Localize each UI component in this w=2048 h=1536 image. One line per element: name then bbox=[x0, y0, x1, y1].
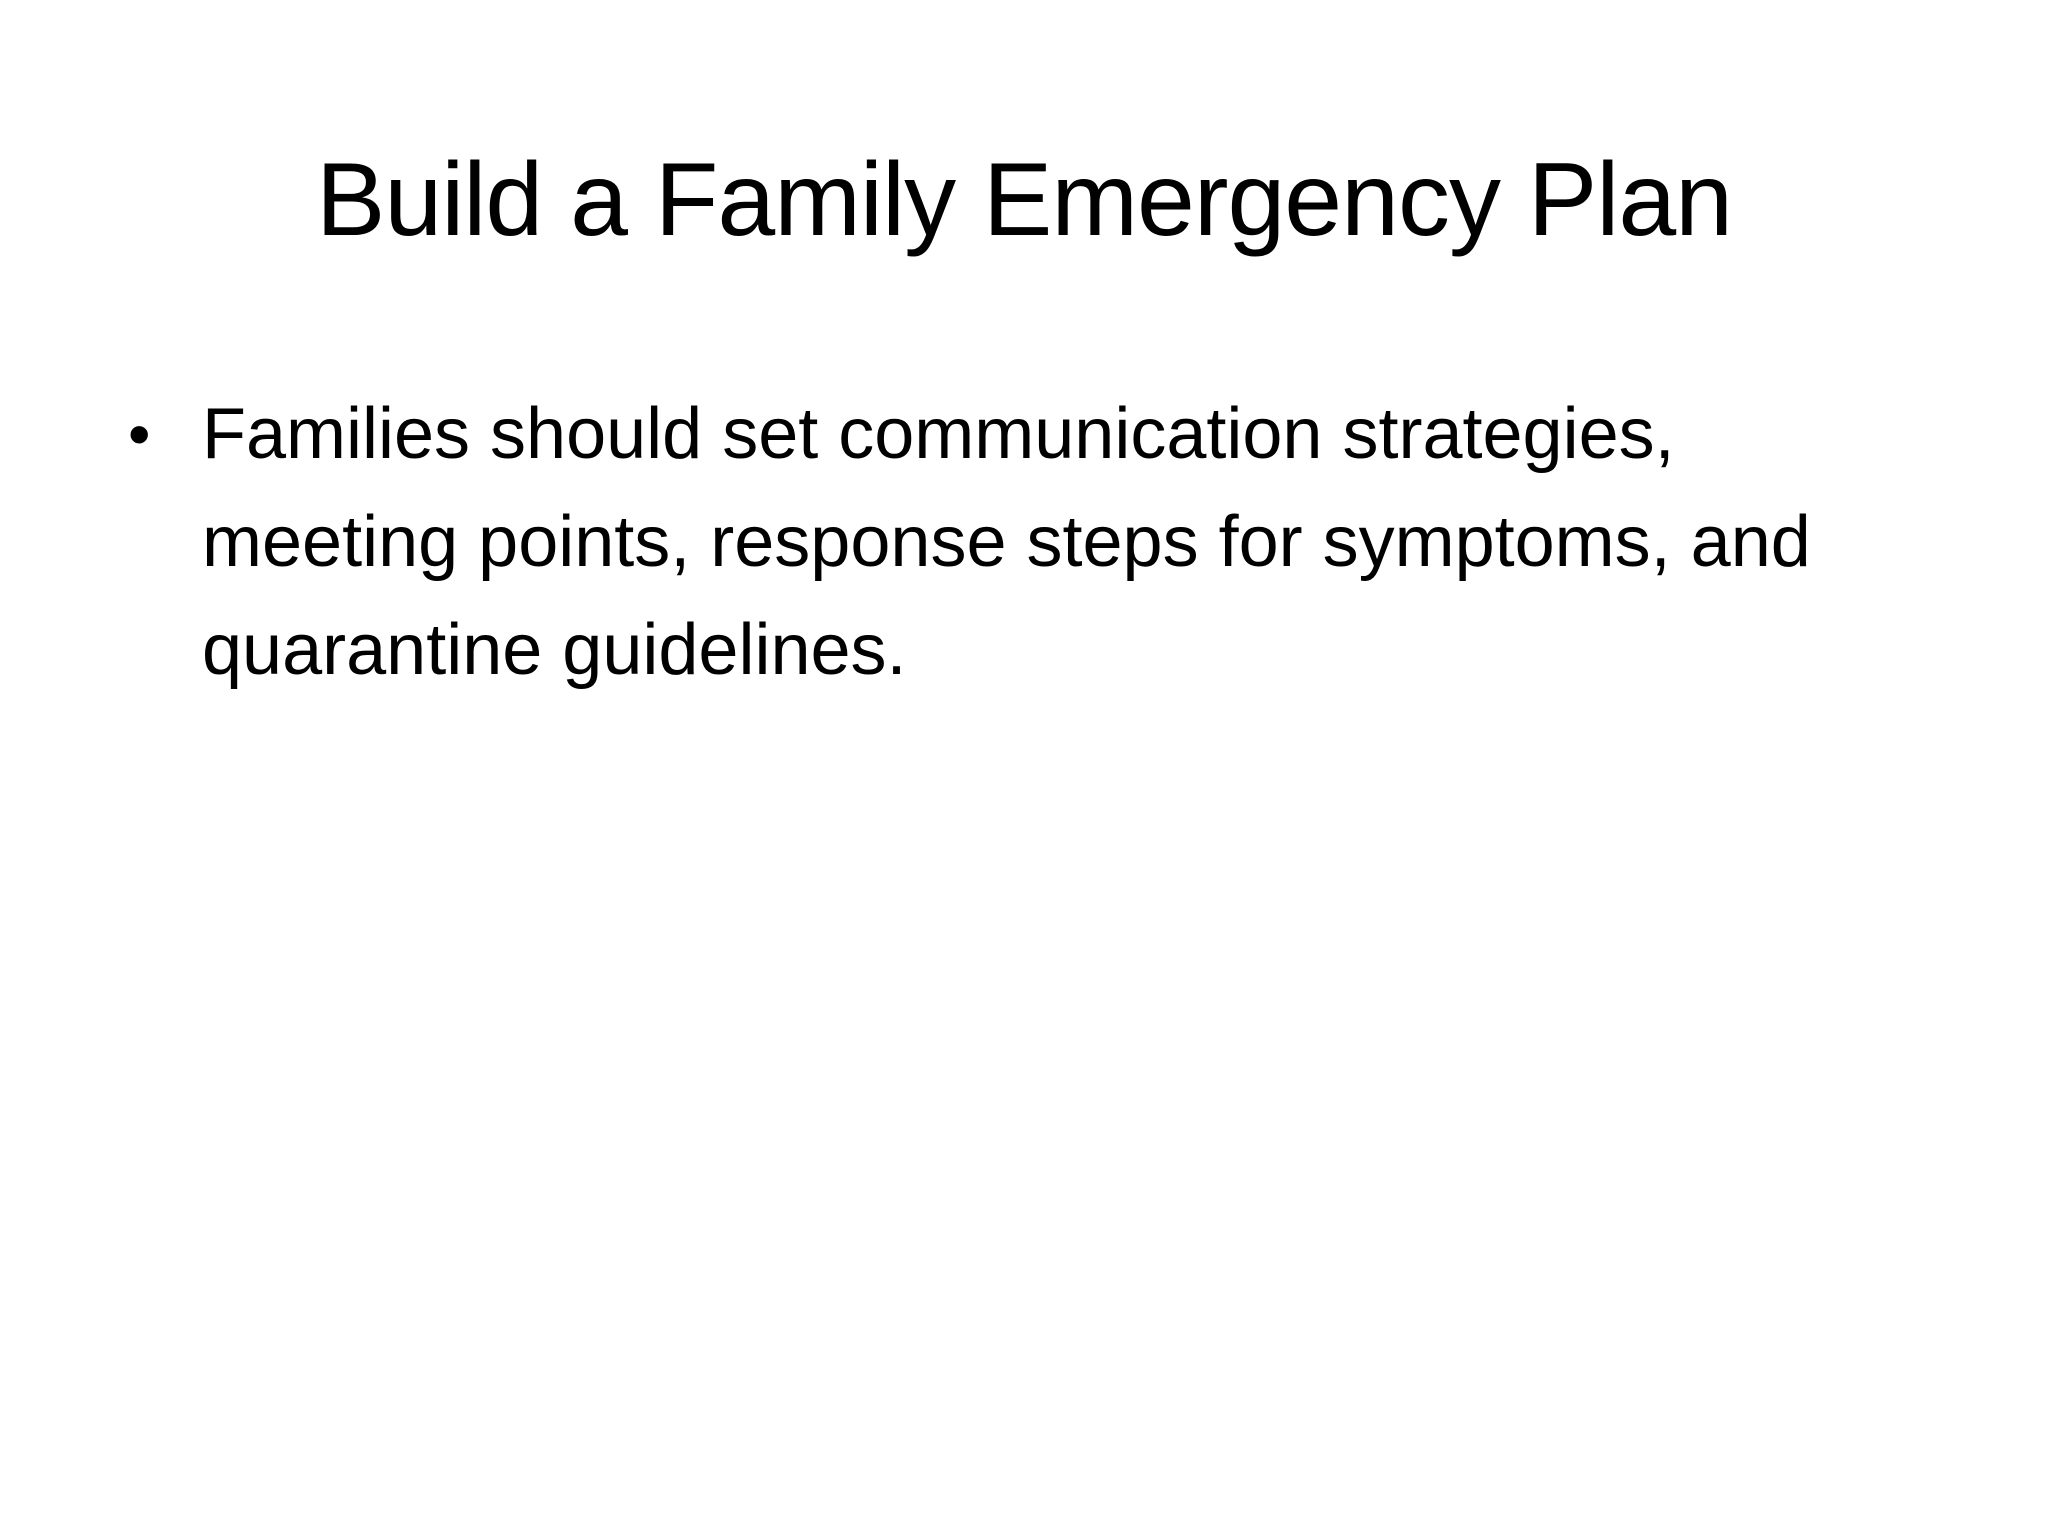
bullet-text: Families should set communication strategies, meeting points, response steps for symptoms, and quarantine guidelines. bbox=[202, 394, 1811, 690]
bullet-item bbox=[120, 380, 1940, 704]
bullet-marker: • bbox=[128, 398, 151, 470]
bullet-list bbox=[120, 380, 1940, 704]
slide-title: Build a Family Emergency Plan bbox=[315, 142, 1733, 258]
